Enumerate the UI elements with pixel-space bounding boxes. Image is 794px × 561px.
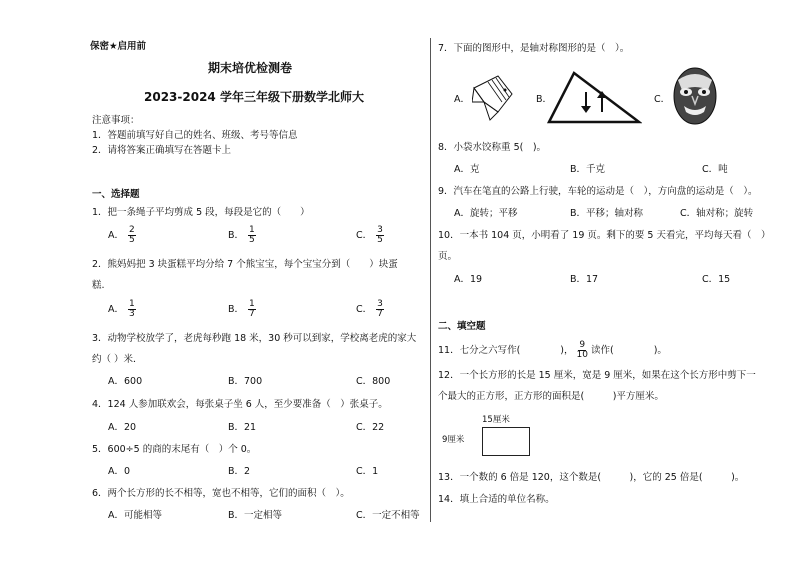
q10-option-c[interactable]: C．15 bbox=[702, 274, 731, 285]
q3-option-a[interactable]: A．600 bbox=[108, 376, 143, 387]
question-10: 10．一本书 104 页，小明看了 19 页。剩下的要 5 天看完，平均每天看（ ） bbox=[438, 230, 771, 241]
question-14: 14．填上合适的单位名称。 bbox=[438, 494, 555, 505]
q5-option-a[interactable]: A．0 bbox=[108, 466, 131, 477]
notice-item-2: 2．请将答案正确填写在答题卡上 bbox=[92, 145, 232, 156]
exam-title: 期末培优检测卷 bbox=[208, 61, 293, 75]
q1-option-b[interactable]: B． $\frac{1}{5}$ bbox=[228, 225, 255, 245]
q1-option-a[interactable]: A． $\frac{2}{5}$ bbox=[108, 225, 135, 245]
q4-option-c[interactable]: C．22 bbox=[356, 422, 385, 433]
q8-option-c[interactable]: C．吨 bbox=[702, 164, 728, 175]
question-3: 3．动物学校放学了，老虎每秒跑 18 米，30 秒可以到家，学校离老虎的家大 bbox=[92, 333, 417, 344]
q5-option-c[interactable]: C．1 bbox=[356, 466, 379, 477]
column-divider bbox=[430, 38, 431, 522]
q7-option-b[interactable]: B． bbox=[536, 94, 553, 105]
rectangle-length-label: 15厘米 bbox=[482, 415, 510, 425]
q8-option-a[interactable]: A．克 bbox=[454, 164, 480, 175]
question-11: 11．七分之六写作( )， $\frac{9}{10}$ 读作( )。 bbox=[438, 339, 667, 360]
q3-option-b[interactable]: B．700 bbox=[228, 376, 263, 387]
q6-option-c[interactable]: C．一定不相等 bbox=[356, 510, 420, 521]
question-2-cont: 糕. bbox=[92, 280, 105, 291]
q10-option-a[interactable]: A．19 bbox=[454, 274, 483, 285]
q10-option-b[interactable]: B．17 bbox=[570, 274, 599, 285]
fraction: $\frac{2}{5}$ bbox=[129, 225, 135, 245]
q6-option-a[interactable]: A．可能相等 bbox=[108, 510, 162, 521]
fraction: $\frac{1}{5}$ bbox=[249, 225, 255, 245]
opera-mask-figure-icon bbox=[672, 66, 718, 126]
notice-title: 注意事项： bbox=[92, 115, 140, 126]
triangle-arrows-figure-icon bbox=[546, 70, 642, 126]
q6-option-b[interactable]: B．一定相等 bbox=[228, 510, 283, 521]
q4-option-a[interactable]: A．20 bbox=[108, 422, 137, 433]
fraction: $\frac{1}{7}$ bbox=[249, 299, 255, 319]
q2-option-b[interactable]: B． $\frac{1}{7}$ bbox=[228, 299, 255, 319]
question-4: 4．124 人参加联欢会，每张桌子坐 6 人，至少要准备（ ）张桌子。 bbox=[92, 399, 388, 410]
question-2: 2．熊妈妈把 3 块蛋糕平均分给 7 个熊宝宝，每个宝宝分到（ ）块蛋 bbox=[92, 259, 398, 270]
q2-option-c[interactable]: C． $\frac{3}{7}$ bbox=[356, 299, 383, 319]
fraction: $\frac{3}{5}$ bbox=[377, 225, 383, 245]
question-3-cont: 约（ ）米． bbox=[92, 354, 143, 365]
question-5: 5．600÷5 的商的末尾有（ ）个 0。 bbox=[92, 444, 257, 455]
q9-option-c[interactable]: C．轴对称；旋转 bbox=[680, 208, 754, 219]
q9-option-b[interactable]: B．平移；轴对称 bbox=[570, 208, 644, 219]
q5-option-b[interactable]: B．2 bbox=[228, 466, 251, 477]
question-12-cont: 个最大的正方形，正方形的面积是( )平方厘米。 bbox=[438, 391, 664, 402]
question-1: 1．把一条绳子平均剪成 5 段，每段是它的（ ） bbox=[92, 207, 310, 218]
fraction: $\frac{9}{10}$ bbox=[576, 339, 588, 360]
question-6: 6．两个长方形的长不相等，宽也不相等，它们的面积（ ）。 bbox=[92, 488, 350, 499]
section-title-choice: 一、选择题 bbox=[92, 189, 140, 200]
q8-option-b[interactable]: B．千克 bbox=[570, 164, 606, 175]
fish-figure-icon bbox=[472, 72, 516, 122]
q1-option-c[interactable]: C． $\frac{3}{5}$ bbox=[356, 225, 383, 245]
rectangle-figure bbox=[482, 427, 530, 456]
q4-option-b[interactable]: B．21 bbox=[228, 422, 257, 433]
question-12: 12．一个长方形的长是 15 厘米，宽是 9 厘米，如果在这个长方形中剪下一 bbox=[438, 370, 756, 381]
question-9: 9．汽车在笔直的公路上行驶，车轮的运动是（ ），方向盘的运动是（ ）。 bbox=[438, 186, 758, 197]
question-13: 13．一个数的 6 倍是 120，这个数是( )，它的 25 倍是( )。 bbox=[438, 472, 745, 483]
q7-option-a[interactable]: A． bbox=[454, 94, 470, 105]
fraction: $\frac{1}{3}$ bbox=[129, 299, 135, 319]
question-8: 8．小袋水饺称重 5( )。 bbox=[438, 142, 547, 153]
fraction: $\frac{3}{7}$ bbox=[377, 299, 383, 319]
question-10-cont: 页。 bbox=[438, 251, 458, 262]
q7-option-c[interactable]: C． bbox=[654, 94, 671, 105]
q3-option-c[interactable]: C．800 bbox=[356, 376, 391, 387]
question-7: 7．下面的图形中，是轴对称图形的是（ ）。 bbox=[438, 43, 630, 54]
rectangle-width-label: 9厘米 bbox=[442, 435, 465, 445]
notice-item-1: 1．答题前填写好自己的姓名、班级、考号等信息 bbox=[92, 130, 298, 141]
secret-label: 保密★启用前 bbox=[90, 41, 147, 52]
q2-option-a[interactable]: A． $\frac{1}{3}$ bbox=[108, 299, 135, 319]
exam-subtitle: 2023-2024 学年三年级下册数学北师大 bbox=[144, 90, 364, 104]
q9-option-a[interactable]: A．旋转；平移 bbox=[454, 208, 518, 219]
section-title-fill: 二、填空题 bbox=[438, 321, 486, 332]
